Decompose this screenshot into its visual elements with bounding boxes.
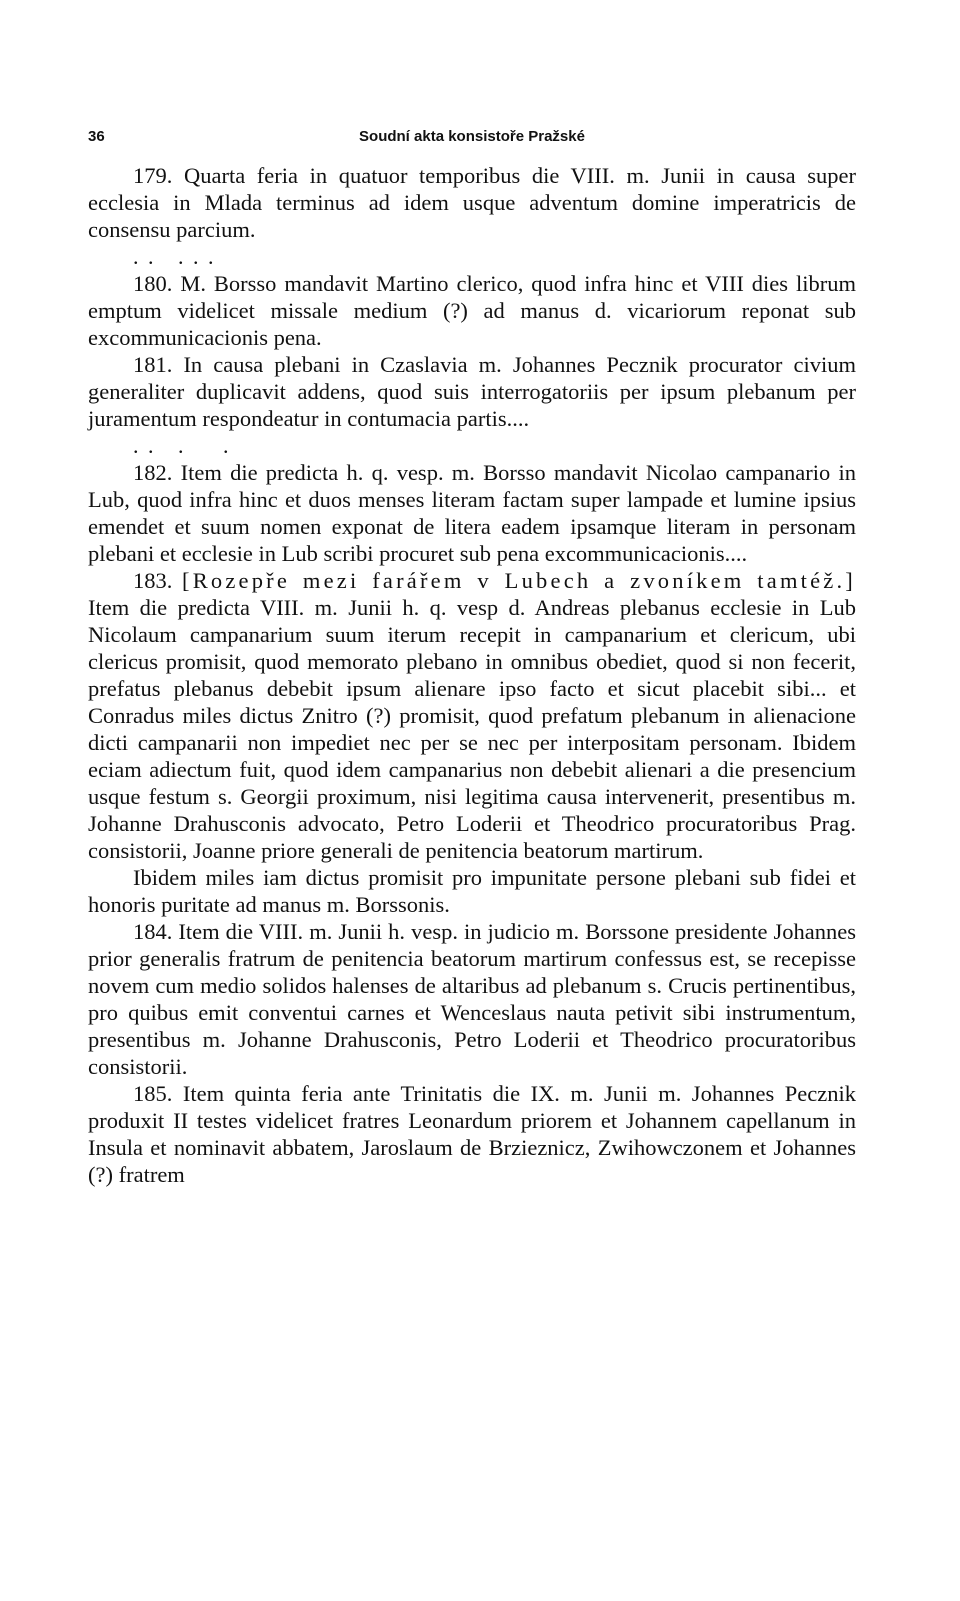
entry-182: 182. Item die predicta h. q. vesp. m. Borsso mandavit Nicolao campanario in Lub, quod infra hinc et duos menses literam factam super lampade et lumine ipsius emendet et suum nomen exponat de litera eadem ipsamque literam in personam plebani et ecclesie in Lub scribi procuret sub pena excommunicacionis.... (88, 460, 856, 566)
entry-184: 184. Item die VIII. m. Junii h. vesp. in judicio m. Borssone presidente Johannes prior generalis fratrum de penitencia beatorum martirum confessus est, se recepisse novem cum medio solidos halenses de altaribus ad plebanum s. Crucis pertinentibus, pro quibus emit conventui carnes et Wenceslaus nauta petivit sibi instrumentum, presentibus m. Johanne Drahusconis, Petro Loderii et Theodrico procuratoribus consistorii. (88, 919, 856, 1079)
document-body (88, 162, 856, 1188)
entry-183-text: Item die predicta VIII. m. Junii h. q. vesp d. Andreas plebanus ecclesie in Lub Nicolaum campanarium suum iterum recepit in campanarium et clericum, ubi clericus promisit, quod memorato plebano in omnibus obediet, quod si non fecerit, prefatus plebanus debebit ipsum alienare ipso facto et sicut placebit sibi... et Conradus miles dictus Znitro (?) promisit, quod prefatum plebanum in alienacione dicti campanarii non impediet nec per se nec per interpositam personam. Ibidem eciam adiectum fuit, quod idem campanarius non debebit alienari a die presencium usque festum s. Georgii proximum, nisi legitima causa intervenerit, presentibus m. Johanne Drahusconis advocato, Petro Loderii et Theodrico procuratoribus Prag. consistorii, Joanne priore generali de penitencia beatorum martirum. (88, 595, 856, 863)
omission-dots: . . . . (133, 433, 231, 458)
entry-180: 180. M. Borsso mandavit Martino clerico, quod infra hinc et VIII dies librum emptum videlicet missale medium (?) ad manus d. vicariorum reponat sub excommunicacionis pena. (88, 271, 856, 350)
entry-181: 181. In causa plebani in Czaslavia m. Johannes Pecznik procurator civium generaliter duplicavit addens, quod suis interrogatoriis per ipsum plebanum per juramentum respondeatur in contumacia partis.... (88, 352, 856, 431)
entry-183-ibidem: Ibidem miles iam dictus promisit pro impunitate persone plebani sub fidei et honoris puritate ad manus m. Borssonis. (88, 865, 856, 917)
document-page (88, 128, 856, 1188)
entry-183-czech-heading: [Rozepře mezi farářem v Lubech a zvoníkem tamtéž.] (182, 568, 856, 593)
entry-183 (88, 567, 856, 864)
entry-183-number: 183. (133, 568, 173, 593)
page-header (88, 128, 856, 162)
entry-185: 185. Item quinta feria ante Trinitatis die IX. m. Junii m. Johannes Pecznik produxit II testes videlicet fratres Leonardum priorem et Johannem capellanum in Insula et nominavit abbatem, Jaroslaum de Brzieznicz, Zwihowczonem et Johannes (?) fratrem (88, 1081, 856, 1187)
running-title: Soudní akta konsistoře Pražské (359, 128, 585, 145)
omission-dots: . . . . . (133, 244, 216, 269)
page-number: 36 (88, 128, 105, 145)
entry-179: 179. Quarta feria in quatuor temporibus die VIII. m. Junii in causa super ecclesia in Mlada terminus ad idem usque adventum domine imperatricis de consensu parcium. (88, 163, 856, 242)
